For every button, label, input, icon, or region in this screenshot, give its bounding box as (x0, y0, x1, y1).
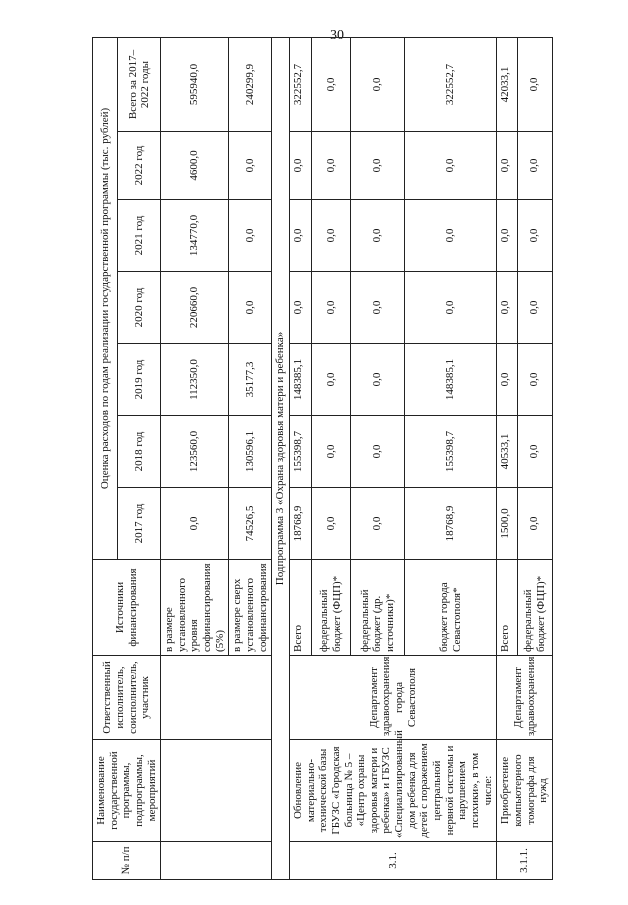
subprogram-title: Подпрограмма 3 «Охрана здоровья матери и ребенка» (272, 38, 290, 880)
subprogram-row (272, 38, 290, 880)
value-cell: 112350,0 (161, 344, 229, 416)
cell-empty (161, 842, 272, 880)
value-cell: 123560,0 (161, 416, 229, 488)
value-cell: 0,0 (517, 38, 552, 132)
rotated-table-page (92, 49, 550, 880)
rotated-table-container (92, 49, 550, 880)
value-cell: 148385,1 (289, 344, 311, 416)
value-cell: 0,0 (517, 132, 552, 200)
value-cell: 0,0 (289, 132, 311, 200)
value-cell: 0,0 (497, 200, 517, 272)
value-cell: 0,0 (312, 344, 350, 416)
page-number: 30 (330, 28, 344, 43)
source-cell: Всего (289, 560, 311, 656)
value-cell: 0,0 (497, 132, 517, 200)
header-year: 2021 год (118, 200, 161, 272)
header-row-1 (93, 38, 118, 880)
source-cell: в размере сверх установленного софинансирования (229, 560, 272, 656)
value-cell: 0,0 (350, 344, 404, 416)
value-cell: 220660,0 (161, 272, 229, 344)
value-cell: 74526,5 (229, 488, 272, 560)
value-cell: 0,0 (312, 132, 350, 200)
value-cell: 40533,1 (497, 416, 517, 488)
value-cell: 0,0 (312, 488, 350, 560)
value-cell: 35177,3 (229, 344, 272, 416)
value-cell: 0,0 (312, 416, 350, 488)
header-year: 2019 год (118, 344, 161, 416)
value-cell: 18768,9 (289, 488, 311, 560)
header-source: Источники финансирования (93, 560, 161, 656)
value-cell: 240299,9 (229, 38, 272, 132)
cell-empty (161, 656, 272, 740)
value-cell: 0,0 (289, 200, 311, 272)
value-cell: 0,0 (229, 132, 272, 200)
value-cell: 0,0 (405, 132, 497, 200)
source-cell: федеральный бюджет (ФЦП)* (312, 560, 350, 656)
source-cell: Всего (497, 560, 517, 656)
value-cell: 148385,1 (405, 344, 497, 416)
value-cell: 0,0 (312, 272, 350, 344)
value-cell: 0,0 (405, 272, 497, 344)
source-cell: бюджет города Севастополя* (405, 560, 497, 656)
value-cell: 0,0 (229, 272, 272, 344)
value-cell: 42033,1 (497, 38, 517, 132)
value-cell: 0,0 (517, 416, 552, 488)
responsible-executor: Департамент здравоохранения города Севастополя (289, 656, 496, 740)
measure-name: Приобретение компьютерного томографа для нужд (497, 740, 553, 842)
value-cell: 0,0 (350, 416, 404, 488)
header-responsible: Ответственный исполнитель, соисполнитель, участник (93, 656, 161, 740)
value-cell: 0,0 (350, 200, 404, 272)
source-cell: федеральный бюджет (др. источники)* (350, 560, 404, 656)
header-name: Наименование государственной программы, подпрограммы, мероприятий (93, 740, 161, 842)
table-row (289, 38, 311, 880)
value-cell: 1500,0 (497, 488, 517, 560)
value-cell: 0,0 (161, 488, 229, 560)
value-cell: 322552,7 (289, 38, 311, 132)
header-year: 2020 год (118, 272, 161, 344)
source-cell: в размере установленного уровня софинансирования (5%) (161, 560, 229, 656)
header-year: 2018 год (118, 416, 161, 488)
value-cell: 155398,7 (405, 416, 497, 488)
value-cell: 155398,7 (289, 416, 311, 488)
value-cell: 0,0 (517, 488, 552, 560)
measure-name: Обновление материально-технической базы ГБУЗС «Городская больница № 5 – «Центр охраны здоровья матери и ребенка» и ГБУЗС «Специализированный дом ребенка для детей с поражением центральной нервной системы и нарушением психики», в том числе: (289, 740, 496, 842)
value-cell: 0,0 (350, 38, 404, 132)
table-row (161, 38, 229, 880)
value-cell: 0,0 (312, 38, 350, 132)
value-cell: 0,0 (517, 272, 552, 344)
source-cell: федеральный бюджет (ФЦП)* (517, 560, 552, 656)
value-cell: 0,0 (497, 344, 517, 416)
value-cell: 0,0 (229, 200, 272, 272)
value-cell: 0,0 (517, 200, 552, 272)
row-number: 3.1. (289, 842, 496, 880)
value-cell: 4600,0 (161, 132, 229, 200)
cell-empty (161, 740, 272, 842)
value-cell: 595940,0 (161, 38, 229, 132)
value-cell: 134770,0 (161, 200, 229, 272)
header-year: 2022 год (118, 132, 161, 200)
value-cell: 0,0 (497, 272, 517, 344)
value-cell: 130596,1 (229, 416, 272, 488)
value-cell: 0,0 (350, 488, 404, 560)
value-cell: 0,0 (517, 344, 552, 416)
header-year: 2017 год (118, 488, 161, 560)
header-total: Всего за 2017–2022 годы (118, 38, 161, 132)
responsible-executor: Департамент здравоохранения (497, 656, 553, 740)
value-cell: 0,0 (289, 272, 311, 344)
row-number: 3.1.1. (497, 842, 553, 880)
header-estimate: Оценка расходов по годам реализации государственной программы (тыс. рублей) (93, 38, 118, 560)
value-cell: 322552,7 (405, 38, 497, 132)
budget-table (92, 37, 553, 880)
value-cell: 0,0 (350, 132, 404, 200)
value-cell: 0,0 (312, 200, 350, 272)
header-num: № п/п (93, 842, 161, 880)
value-cell: 0,0 (405, 200, 497, 272)
table-row (497, 38, 517, 880)
value-cell: 0,0 (350, 272, 404, 344)
value-cell: 18768,9 (405, 488, 497, 560)
